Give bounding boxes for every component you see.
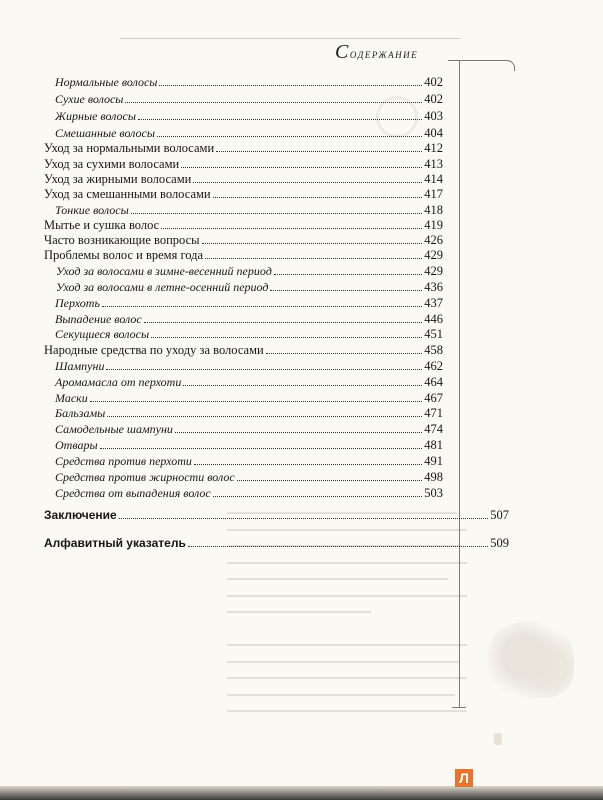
toc-entry-title: Сухие волосы bbox=[55, 92, 124, 106]
toc-leader-dots bbox=[131, 213, 423, 214]
toc-entry-title: Проблемы волос и время года bbox=[44, 248, 204, 262]
toc-leader-dots bbox=[202, 243, 423, 244]
toc-entry-page: 462 bbox=[424, 359, 443, 373]
toc-entry bbox=[55, 470, 443, 484]
toc-entry-page: 498 bbox=[424, 470, 443, 484]
toc-entry-page: 419 bbox=[424, 218, 443, 232]
toc-entry-page: 507 bbox=[490, 508, 509, 522]
toc-entry-title: Народные средства по уходу за волосами bbox=[44, 343, 264, 357]
toc-entry-title: Часто возникающие вопросы bbox=[44, 233, 200, 247]
toc-leader-dots bbox=[107, 416, 422, 417]
toc-entry-title: Уход за волосами в зимне-весенний период bbox=[56, 264, 272, 278]
toc-entry-page: 464 bbox=[424, 375, 443, 389]
toc-entry-title: Тонкие волосы bbox=[55, 203, 129, 217]
toc-entry bbox=[44, 248, 443, 262]
toc-entry-page: 503 bbox=[424, 486, 443, 500]
toc-entry-title: Аромамасла от перхоти bbox=[55, 375, 182, 389]
publisher-logo-icon: Л bbox=[455, 769, 473, 787]
toc-entry bbox=[55, 327, 443, 341]
toc-entry bbox=[44, 508, 509, 522]
toc-entry-title: Уход за нормальными волосами bbox=[44, 141, 215, 155]
toc-entry-page: 446 bbox=[424, 312, 443, 326]
toc-leader-dots bbox=[138, 119, 422, 120]
toc-entry bbox=[44, 343, 443, 357]
toc-leader-dots bbox=[183, 385, 422, 386]
toc-entry bbox=[55, 406, 443, 420]
toc-entry bbox=[55, 486, 443, 500]
toc-entry-page: 402 bbox=[424, 75, 443, 89]
toc-leader-dots bbox=[188, 546, 488, 547]
toc-entry-title: Жирные волосы bbox=[55, 109, 136, 123]
toc-entry-page: 481 bbox=[424, 438, 443, 452]
toc-entry-page: 412 bbox=[424, 141, 443, 155]
toc-entry-title: Перхоть bbox=[55, 296, 100, 310]
toc-leader-dots bbox=[193, 182, 422, 183]
toc-leader-dots bbox=[270, 290, 422, 291]
toc-entry-title: Выпадение волос bbox=[55, 312, 142, 326]
toc-entry bbox=[44, 141, 443, 155]
toc-entry bbox=[55, 203, 443, 217]
toc-entry-title: Отвары bbox=[55, 438, 98, 452]
toc-leader-dots bbox=[274, 274, 422, 275]
toc-entry-page: 418 bbox=[424, 203, 443, 217]
toc-leader-dots bbox=[194, 464, 422, 465]
toc-entry bbox=[55, 438, 443, 452]
toc-entry-title: Уход за волосами в летне-осенний период bbox=[56, 280, 269, 294]
toc-entry-title: Уход за смешанными волосами bbox=[44, 187, 211, 201]
toc-entry bbox=[44, 536, 509, 550]
toc-entry-title: Мытье и сушка волос bbox=[44, 218, 160, 232]
toc-entry-title: Средства против перхоти bbox=[55, 454, 192, 468]
toc-entry-page: 471 bbox=[424, 406, 443, 420]
toc-entry-title: Уход за сухими волосами bbox=[44, 157, 180, 171]
toc-entry-page: 417 bbox=[424, 187, 443, 201]
toc-entry-title: Бальзамы bbox=[55, 406, 106, 420]
toc-entry-page: 414 bbox=[424, 172, 443, 186]
toc-leader-dots bbox=[144, 322, 423, 323]
toc-leader-dots bbox=[151, 337, 422, 338]
toc-entry-page: 458 bbox=[424, 343, 443, 357]
toc-entry-page: 436 bbox=[424, 280, 443, 294]
toc-entry bbox=[55, 126, 443, 140]
toc-entry-title: Смешанные волосы bbox=[55, 126, 155, 140]
toc-entry-page: 467 bbox=[424, 391, 443, 405]
toc-entry bbox=[44, 218, 443, 232]
toc-leader-dots bbox=[102, 306, 422, 307]
page-number-mark bbox=[494, 733, 502, 745]
toc-leader-dots bbox=[106, 369, 422, 370]
toc-leader-dots bbox=[205, 258, 422, 259]
toc-entry-page: 451 bbox=[424, 327, 443, 341]
toc-entry bbox=[55, 454, 443, 468]
toc-leader-dots bbox=[159, 85, 422, 86]
toc-entry-page: 429 bbox=[424, 248, 443, 262]
toc-leader-dots bbox=[125, 102, 422, 103]
toc-entry-page: 403 bbox=[424, 109, 443, 123]
toc-entry bbox=[55, 109, 443, 123]
page-title-rest: одержание bbox=[349, 46, 419, 61]
toc-entry-title: Шампуни bbox=[55, 359, 105, 373]
toc-entry-page: 491 bbox=[424, 454, 443, 468]
toc-entry-title: Средства против жирности волос bbox=[55, 470, 235, 484]
toc-leader-dots bbox=[90, 401, 422, 402]
toc-entry bbox=[55, 375, 443, 389]
toc-entry-title: Секущиеся волосы bbox=[55, 327, 150, 341]
toc-leader-dots bbox=[175, 432, 422, 433]
toc-entry bbox=[44, 233, 443, 247]
toc-entry-page: 404 bbox=[424, 126, 443, 140]
toc-entry-title: Маски bbox=[55, 391, 88, 405]
toc-entry-title: Алфавитный указатель bbox=[44, 536, 186, 550]
toc-leader-dots bbox=[213, 197, 423, 198]
toc-entry-page: 437 bbox=[424, 296, 443, 310]
toc-entry bbox=[56, 280, 443, 294]
toc-entry bbox=[55, 75, 443, 89]
toc-entry bbox=[44, 172, 443, 186]
toc-entry bbox=[55, 359, 443, 373]
toc-entry bbox=[44, 157, 443, 171]
toc-leader-dots bbox=[100, 448, 423, 449]
toc-leader-dots bbox=[266, 353, 423, 354]
toc-entry-page: 413 bbox=[424, 157, 443, 171]
toc-entry bbox=[55, 92, 443, 106]
toc-entry bbox=[55, 296, 443, 310]
toc-entry-title: Уход за жирными волосами bbox=[44, 172, 192, 186]
toc-entry-page: 426 bbox=[424, 233, 443, 247]
toc-entry-page: 429 bbox=[424, 264, 443, 278]
toc-entry bbox=[44, 187, 443, 201]
toc-leader-dots bbox=[157, 136, 422, 137]
toc-entry-page: 402 bbox=[424, 92, 443, 106]
toc-leader-dots bbox=[119, 518, 489, 519]
page-title-initial: С bbox=[335, 41, 350, 63]
toc-entry-page: 509 bbox=[490, 536, 509, 550]
toc-leader-dots bbox=[181, 167, 422, 168]
toc-leader-dots bbox=[237, 480, 423, 481]
toc-entry-title: Самодельные шампуни bbox=[55, 422, 173, 436]
toc-leader-dots bbox=[161, 228, 422, 229]
toc-entry-title: Нормальные волосы bbox=[55, 75, 158, 89]
toc-entry bbox=[55, 391, 443, 405]
toc-entry-title: Средства от выпадения волос bbox=[55, 486, 211, 500]
toc-entry bbox=[55, 422, 443, 436]
toc-leader-dots bbox=[213, 496, 422, 497]
toc-entry-page: 474 bbox=[424, 422, 443, 436]
toc-entry-title: Заключение bbox=[44, 508, 117, 522]
toc-leader-dots bbox=[216, 151, 422, 152]
toc-entry bbox=[55, 312, 443, 326]
toc-entry bbox=[56, 264, 443, 278]
